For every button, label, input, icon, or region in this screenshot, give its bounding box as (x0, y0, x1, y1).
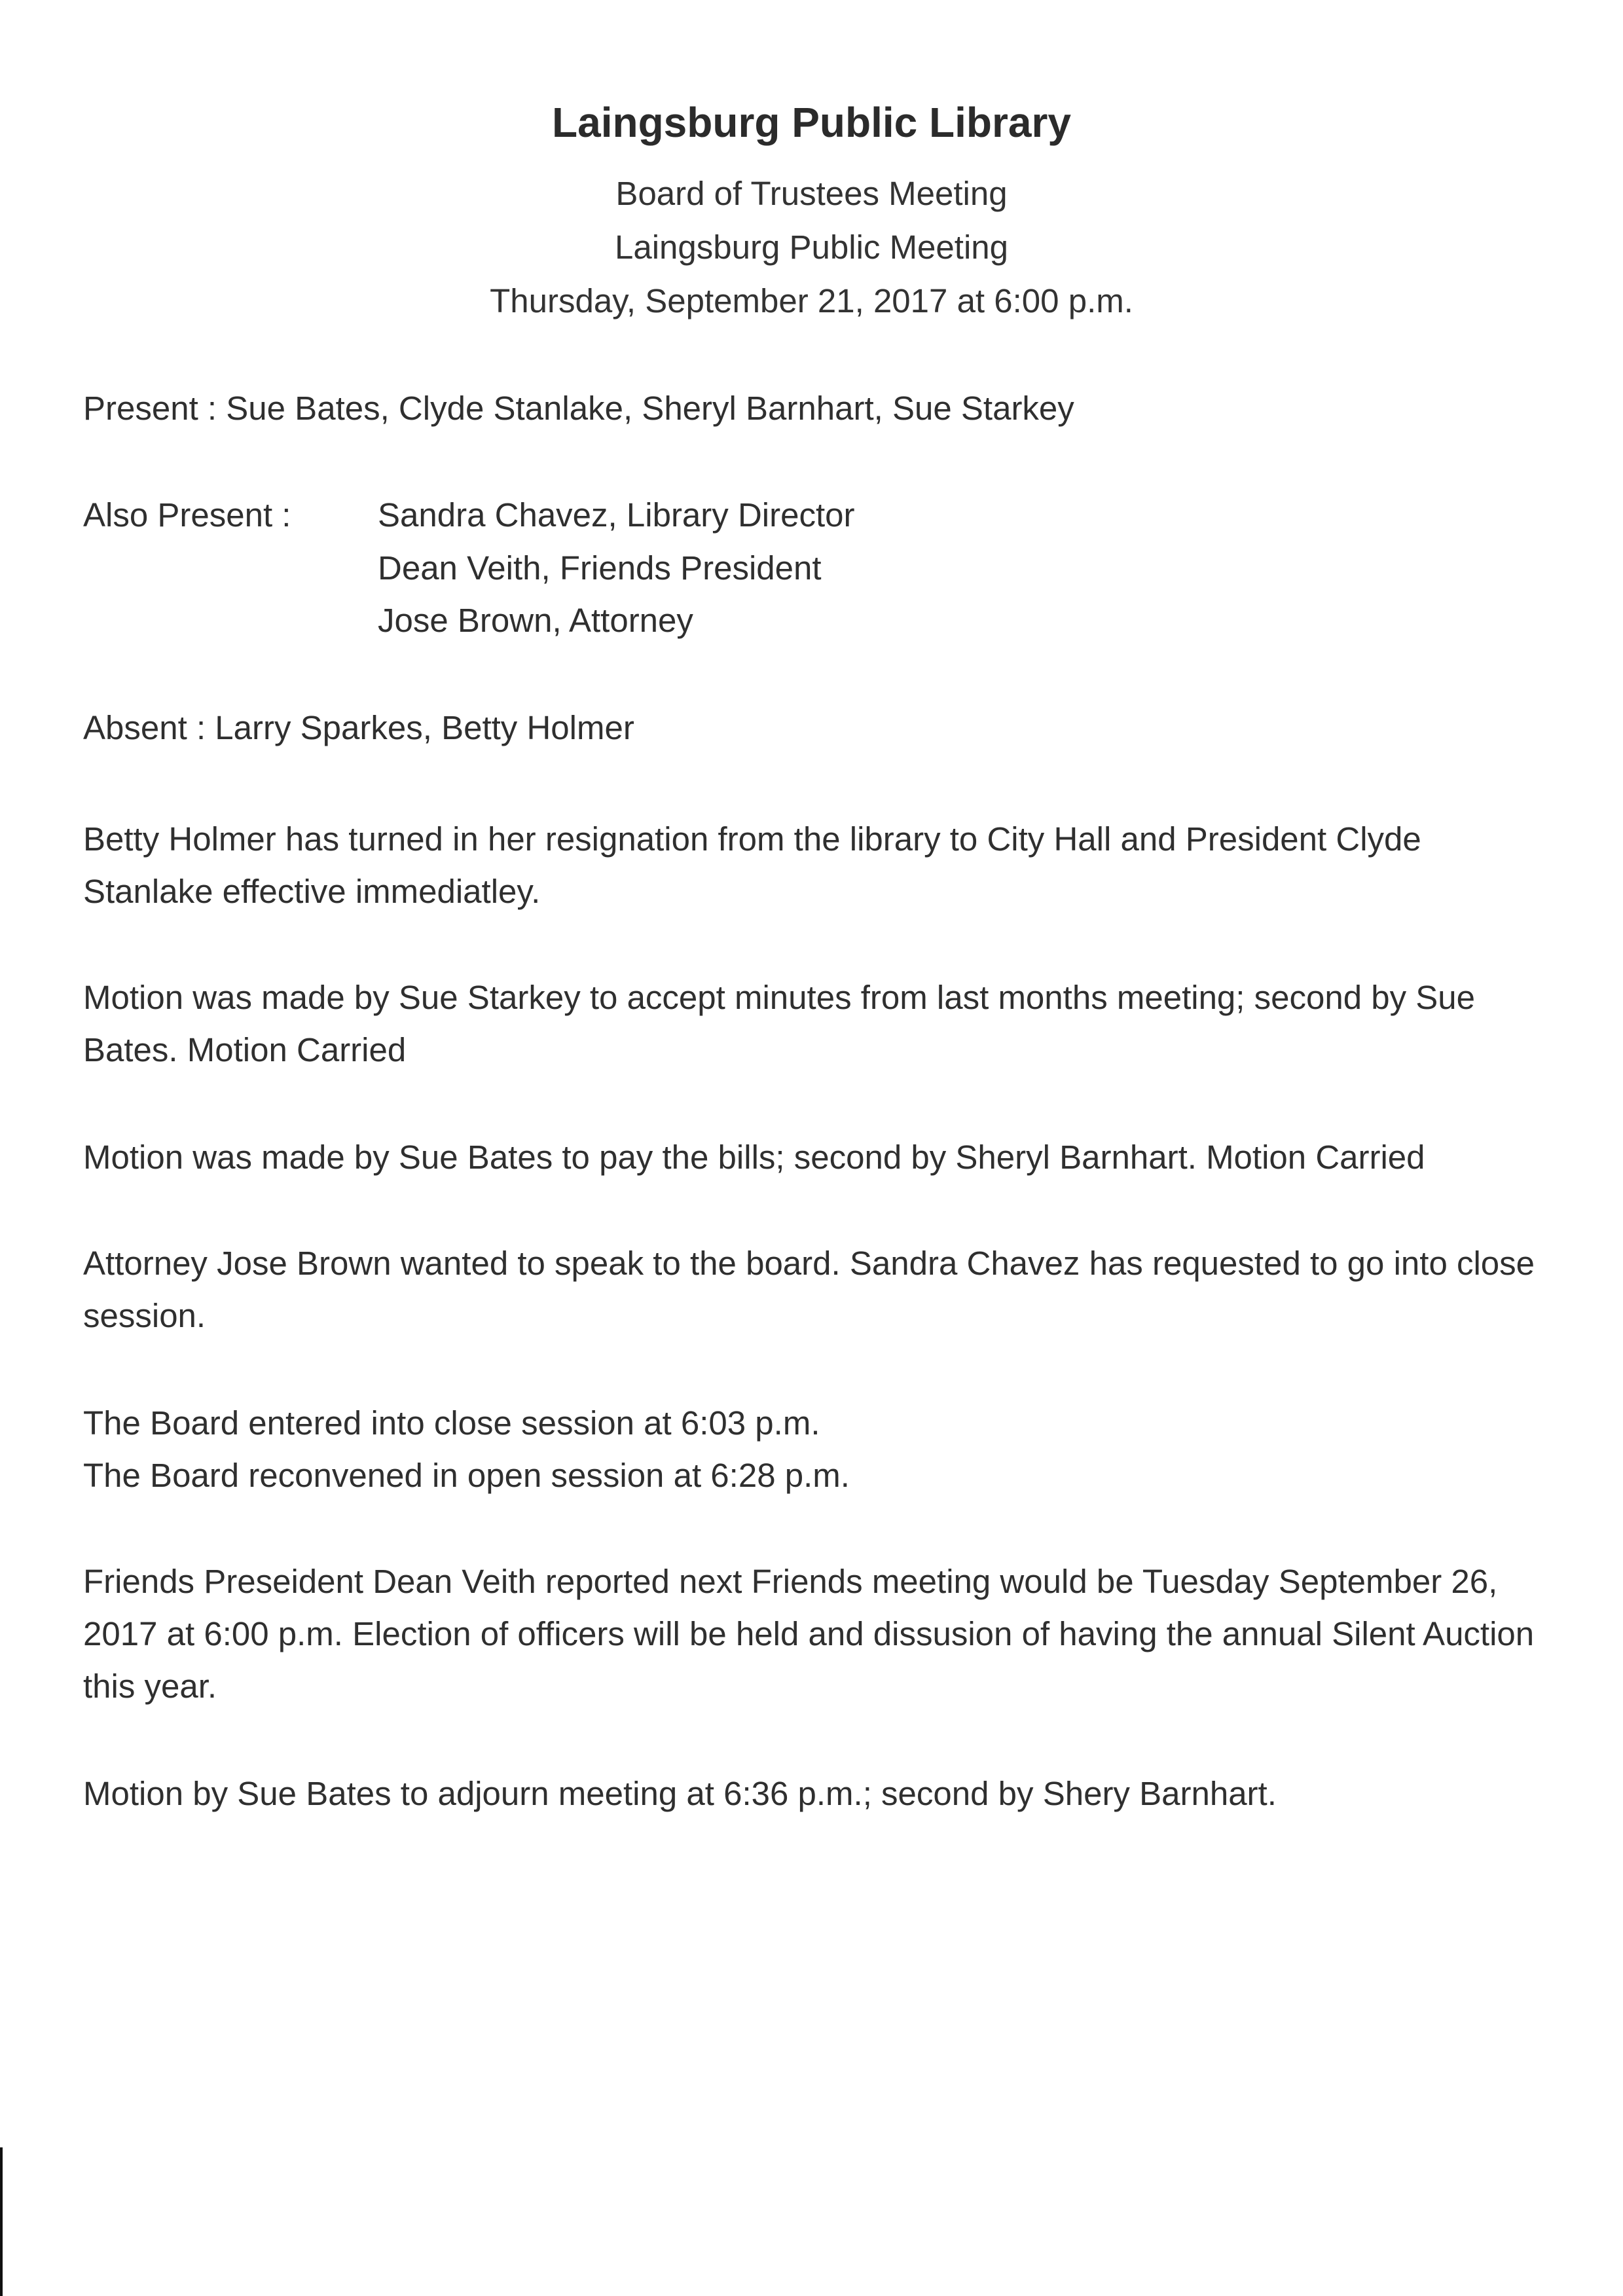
close-session-line: The Board entered into close session at 6:03 p.m. (83, 1404, 820, 1442)
document-title: Laingsburg Public Library (552, 99, 1071, 146)
also-present-item: Dean Veith, Friends President (378, 549, 822, 587)
present-list: Present : Sue Bates, Clyde Stanlake, Sheryl Barnhart, Sue Starkey (83, 390, 1074, 427)
reconvene-line: The Board reconvened in open session at 6:28 p.m. (83, 1457, 850, 1494)
also-present-item: Sandra Chavez, Library Director (378, 496, 855, 534)
adjourn-motion-paragraph: Motion by Sue Bates to adjourn meeting at 6:36 p.m.; second by Shery Barnhart. (83, 1775, 1277, 1812)
bills-motion-paragraph: Motion was made by Sue Bates to pay the bills; second by Sheryl Barnhart. Motion Carried (83, 1139, 1425, 1176)
meeting-date: Thursday, September 21, 2017 at 6:00 p.m. (490, 282, 1133, 319)
meeting-name: Laingsburg Public Meeting (614, 228, 1009, 266)
scan-edge-mark (0, 2147, 3, 2296)
friends-report-paragraph: Friends Preseident Dean Veith reported next Friends meeting would be Tuesday September 26, 2017 at 6:00 p.m. Election of officers will be held and dissusion of having the annual Silent Auction this year. (83, 1563, 1535, 1705)
also-present-label: Also Present : (83, 496, 291, 534)
attorney-paragraph: Attorney Jose Brown wanted to speak to the board. Sandra Chavez has requested to go into close session. (83, 1245, 1535, 1334)
resignation-paragraph: Betty Holmer has turned in her resignation from the library to City Hall and President Clyde Stanlake effective immediatley. (83, 820, 1421, 910)
also-present-item: Jose Brown, Attorney (378, 602, 693, 639)
minutes-motion-paragraph: Motion was made by Sue Starkey to accept minutes from last months meeting; second by Sue Bates. Motion Carried (83, 979, 1476, 1068)
absent-list: Absent : Larry Sparkes, Betty Holmer (83, 709, 634, 746)
meeting-type: Board of Trustees Meeting (615, 175, 1008, 212)
